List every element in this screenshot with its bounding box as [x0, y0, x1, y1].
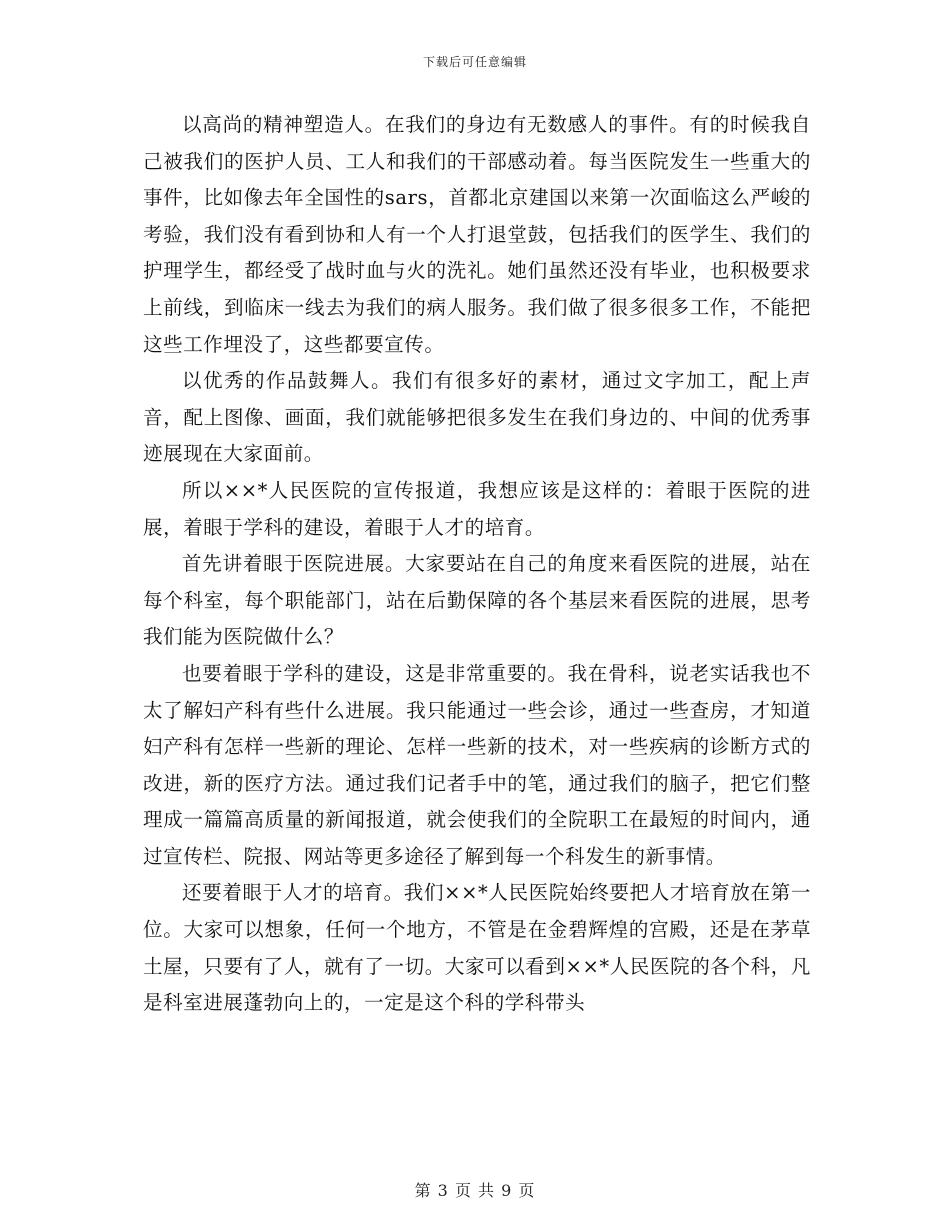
- page-number-footer: 第 3 页 共 9 页: [414, 1181, 536, 1200]
- paragraph: 也要着眼于学科的建设，这是非常重要的。我在骨科，说老实话我也不太了解妇产科有些什么进展。我只能通过一些会诊，通过一些查房，才知道妇产科有怎样一些新的理论、怎样一些新的技术，对一些疾病的诊断方式的改进，新的医疗方法。通过我们记者手中的笔，通过我们的脑子，把它们整理成一篇篇高质量的新闻报道，就会使我们的全院职工在最短的时间内，通过宣传栏、院报、网站等更多途径了解到每一个科发生的新事情。: [143, 661, 811, 868]
- paragraph: 还要着眼于人才的培育。我们××*人民医院始终要把人才培育放在第一位。大家可以想象，任何一个地方，不管是在金碧辉煌的宫殿，还是在茅草土屋，只要有了人，就有了一切。大家可以看到××*人民医院的各个科，凡是科室进展蓬勃向上的，一定是这个科的学科带头: [143, 881, 811, 1015]
- paragraph: 以高尚的精神塑造人。在我们的身边有无数感人的事件。有的时候我自己被我们的医护人员、工人和我们的干部感动着。每当医院发生一些重大的事件，比如像去年全国性的sars，首都北京建国以来第一次面临这么严峻的考验，我们没有看到协和人有一个人打退堂鼓，包括我们的医学生、我们的护理学生，都经受了战时血与火的洗礼。她们虽然还没有毕业，也积极要求上前线，到临床一线去为我们的病人服务。我们做了很多很多工作，不能把这些工作埋没了，这些都要宣传。: [143, 113, 811, 356]
- paragraph: 首先讲着眼于医院进展。大家要站在自己的角度来看医院的进展，站在每个科室，每个职能部门，站在后勤保障的各个基层来看医院的进展，思考我们能为医院做什么？: [143, 552, 811, 649]
- document-body: [143, 107, 811, 1022]
- paragraph: 以优秀的作品鼓舞人。我们有很多好的素材，通过文字加工，配上声音，配上图像、画面，我们就能够把很多发生在我们身边的、中间的优秀事迹展现在大家面前。: [143, 369, 811, 466]
- paragraph: 所以××*人民医院的宣传报道，我想应该是这样的：着眼于医院的进展，着眼于学科的建设，着眼于人才的培育。: [143, 478, 811, 539]
- page-header: 下载后可任意编辑: [422, 55, 527, 69]
